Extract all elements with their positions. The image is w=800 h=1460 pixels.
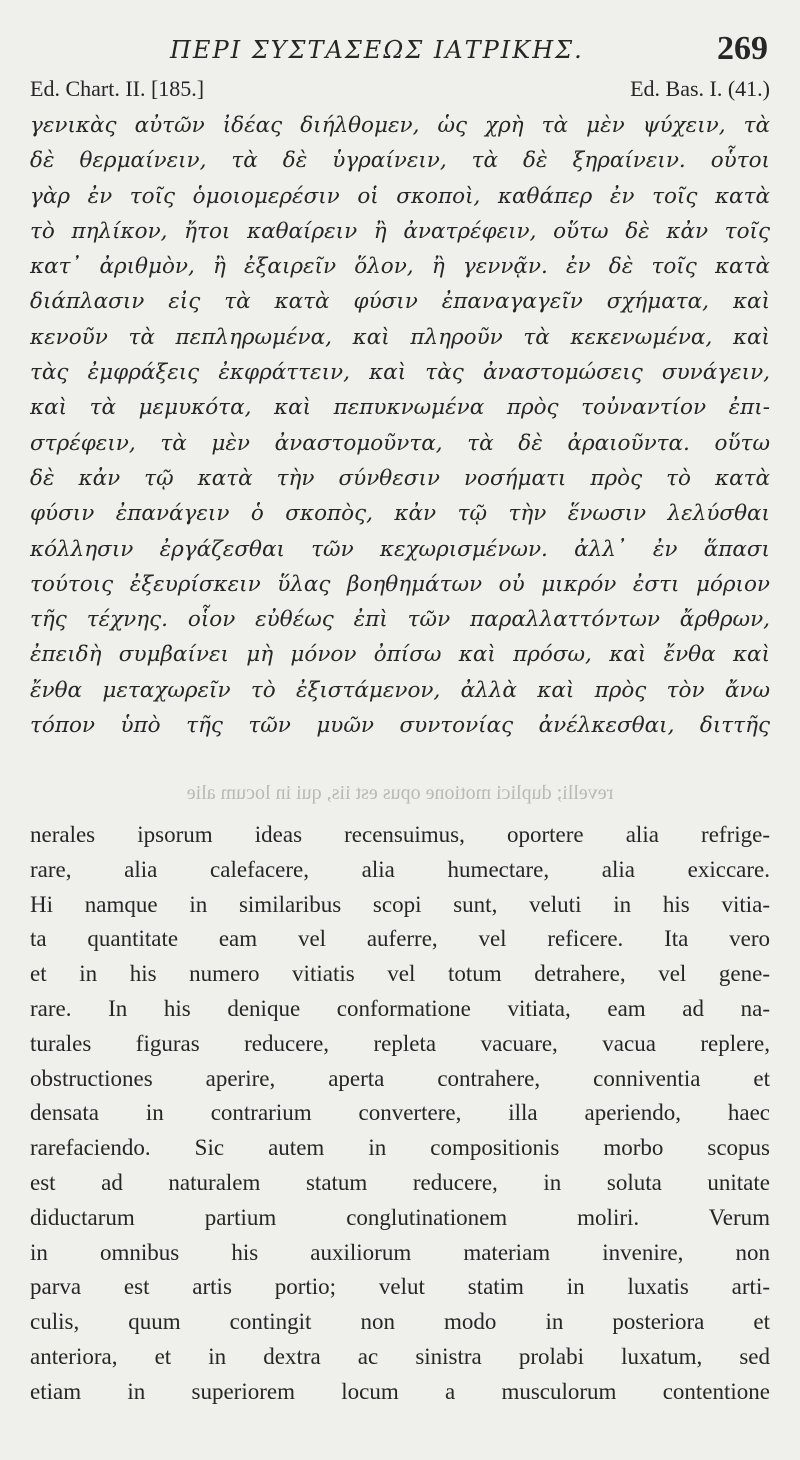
latin-line: diductarum partium conglutinationem moliri. Verum (30, 1204, 770, 1230)
latin-line: obstructiones aperire, aperta contrahere, conniventia et (30, 1065, 770, 1091)
latin-line: ta quantitate eam vel auferre, vel reficere. Ita vero (30, 926, 770, 952)
running-head (0, 30, 800, 70)
latin-line: in omnibus his auxiliorum materiam invenire, non (30, 1239, 770, 1265)
bleed-through-text: revelli; duplici motione opus est iis, qui in locum alie (186, 782, 614, 804)
greek-line: κόλλησιν ἐργάζεσθαι τῶν κεχωρισμένων. ἀλλ᾽ ἐν ἅπασι (30, 536, 770, 562)
latin-line: rare. In his denique conformatione vitiata, eam ad na- (30, 995, 770, 1021)
greek-line: φύσιν ἐπανάγειν ὁ σκοπὸς, κἀν τῷ τὴν ἕνωσιν λελύσθαι (30, 501, 770, 527)
latin-line: Hi namque in similaribus scopi sunt, veluti in his vitia- (30, 891, 770, 917)
page-number: 269 (717, 30, 768, 67)
greek-line: στρέφειν, τὰ μὲν ἀναστομοῦντα, τὰ δὲ ἀραιοῦντα. οὕτω (30, 430, 770, 456)
greek-line: δὲ θερμαίνειν, τὰ δὲ ὑγραίνειν, τὰ δὲ ξηραίνειν. οὗτοι (30, 148, 770, 174)
running-title: ΠΕΡΙ ΣΥΣΤΑΣΕΩΣ ΙΑΤΡΙΚΗΣ. (170, 36, 584, 64)
greek-line: τούτοις ἐξευρίσκειν ὕλας βοηθημάτων οὐ μικρόν ἐστι μόριον (30, 571, 770, 597)
greek-line: ἐπειδὴ συμβαίνει μὴ μόνον ὀπίσω καὶ πρόσω, καὶ ἔνθα καὶ (30, 642, 770, 668)
latin-line: et in his numero vitiatis vel totum detrahere, vel gene- (30, 961, 770, 987)
latin-line: nerales ipsorum ideas recensuimus, oportere alia refrige- (30, 822, 770, 847)
greek-line: τὰς ἐμφράξεις ἐκφράττειν, καὶ τὰς ἀναστομώσεις συνάγειν, (30, 360, 770, 386)
greek-line: δὲ κἀν τῷ κατὰ τὴν σύνθεσιν νοσήματι πρὸς τὸ κατὰ (30, 465, 770, 491)
latin-line: densata in contrarium convertere, illa aperiendo, haec (30, 1100, 770, 1126)
latin-line: etiam in superiorem locum a musculorum contentione (30, 1378, 770, 1404)
latin-line: parva est artis portio; velut statim in luxatis arti- (30, 1274, 770, 1300)
latin-line: culis, quum contingit non modo in posteriora et (30, 1309, 770, 1335)
latin-line: turales figuras reducere, repleta vacuare, vacua replere, (30, 1030, 770, 1056)
latin-line: rarefaciendo. Sic autem in compositionis morbo scopus (30, 1135, 770, 1161)
latin-line: rare, alia calefacere, alia humectare, alia exiccare. (30, 856, 770, 882)
latin-line: est ad naturalem statum reducere, in soluta unitate (30, 1169, 770, 1195)
greek-line: τῆς τέχνης. οἷον εὐθέως ἐπὶ τῶν παραλλαττόντων ἄρθρων, (30, 607, 770, 633)
greek-line: κενοῦν τὰ πεπληρωμένα, καὶ πληροῦν τὰ κεκενωμένα, καὶ (30, 324, 770, 350)
latin-text-block (30, 818, 770, 1410)
edition-chart-reference: Ed. Chart. II. [185.] (30, 76, 205, 101)
greek-line: τόπον ὑπὸ τῆς τῶν μυῶν συντονίας ἀνέλκεσθαι, διττῆς (30, 713, 770, 739)
greek-line: κατ᾽ ἀριθμὸν, ἢ ἐξαιρεῖν ὅλον, ἢ γεννᾷν. ἐν δὲ τοῖς κατὰ (30, 254, 770, 280)
greek-line: τὸ πηλίκον, ἤτοι καθαίρειν ἢ ἀνατρέφειν, οὕτω δὲ κἀν τοῖς (30, 218, 770, 244)
greek-line: γὰρ ἐν τοῖς ὁμοιομερέσιν οἱ σκοποὶ, καθάπερ ἐν τοῖς κατὰ (30, 183, 770, 209)
edition-basel-reference: Ed. Bas. I. (41.) (630, 76, 770, 101)
greek-line: διάπλασιν εἰς τὰ κατὰ φύσιν ἐπαναγαγεῖν σχήματα, καὶ (30, 289, 770, 315)
greek-line: ἔνθα μεταχωρεῖν τὸ ἐξιστάμενον, ἀλλὰ καὶ πρὸς τὸν ἄνω (30, 677, 770, 703)
latin-line: anteriora, et in dextra ac sinistra prolabi luxatum, sed (30, 1343, 770, 1369)
edition-references (30, 76, 770, 106)
greek-line: καὶ τὰ μεμυκότα, καὶ πεπυκνωμένα πρὸς τοὐναντίον ἐπι- (30, 395, 770, 421)
greek-text-block (30, 108, 770, 743)
greek-line: γενικὰς αὐτῶν ἰδέας διήλθομεν, ὡς χρὴ τὰ μὲν ψύχειν, τὰ (30, 113, 770, 138)
